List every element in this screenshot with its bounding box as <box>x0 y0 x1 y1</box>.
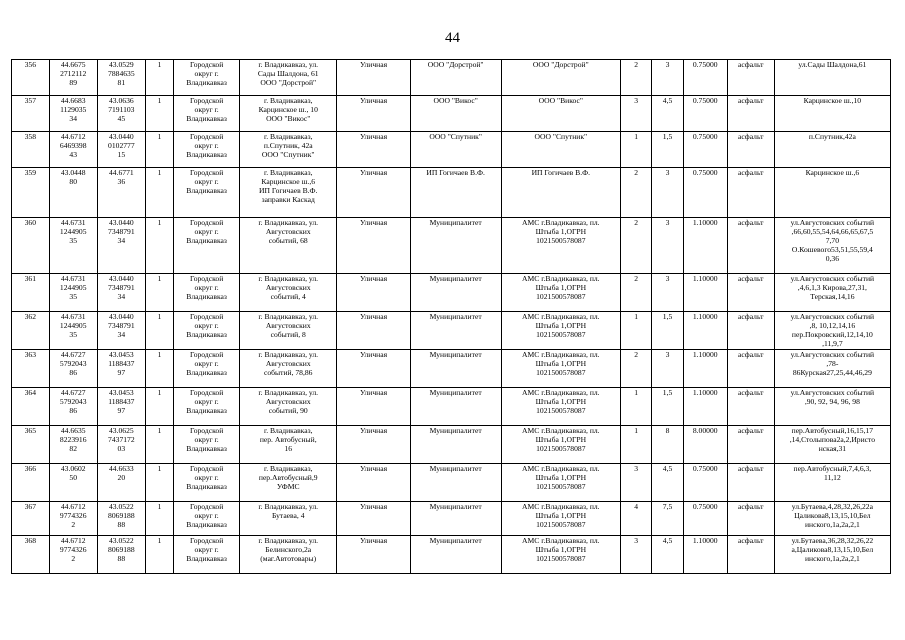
table-row <box>12 426 891 464</box>
served-addresses-cell: ул.Бутаева,36,28,32,26,22 а,Цаликова8,13,15,10,Бел инского,1а,2а,2,1 <box>774 536 890 574</box>
surface-cell: асфальт <box>727 312 774 350</box>
count-cell: 2 <box>620 274 651 312</box>
type-cell: Уличная <box>337 96 410 132</box>
holder-cell: АМС г.Владикавказ, пл. Штыба 1,ОГРН 1021500578087 <box>501 502 620 536</box>
table-row <box>12 350 891 388</box>
count-cell: 2 <box>620 168 651 218</box>
type-cell: Уличная <box>337 388 410 426</box>
district-cell: Городской округ г. Владикавказ <box>174 96 240 132</box>
surface-cell: асфальт <box>727 502 774 536</box>
table-row <box>12 274 891 312</box>
table-body <box>12 60 891 574</box>
latitude-cell: 44.6635 8223916 82 <box>49 426 97 464</box>
surface-cell: асфальт <box>727 274 774 312</box>
address-cell: г. Владикавказ, ул. Белинского,2а (маг.Автотовары) <box>240 536 337 574</box>
address-cell: г. Владикавказ, ул. Августовских событий, 68 <box>240 218 337 274</box>
table-row <box>12 312 891 350</box>
owner-cell: Муниципалитет <box>410 350 501 388</box>
district-cell: Городской округ г. Владикавказ <box>174 218 240 274</box>
count-cell: 3 <box>620 464 651 502</box>
count-cell: 1 <box>620 312 651 350</box>
type-cell: Уличная <box>337 464 410 502</box>
holder-cell: АМС г.Владикавказ, пл. Штыба 1,ОГРН 1021500578087 <box>501 464 620 502</box>
row-number-cell: 356 <box>12 60 50 96</box>
row-number-cell: 361 <box>12 274 50 312</box>
surface-cell: асфальт <box>727 426 774 464</box>
surface-cell: асфальт <box>727 218 774 274</box>
page-number: 44 <box>445 30 460 46</box>
served-addresses-cell: ул.Бутаева,4,28,32,26,22а Цаликова8,13,15,10,Бел инского,1а,2а,2,1 <box>774 502 890 536</box>
volume-cell: 1.10000 <box>683 536 727 574</box>
volume-cell: 1.10000 <box>683 312 727 350</box>
district-cell: Городской округ г. Владикавказ <box>174 464 240 502</box>
longitude-cell: 43.0522 8069188 88 <box>97 502 145 536</box>
latitude-cell: 44.6731 1244905 35 <box>49 218 97 274</box>
district-cell: Городской округ г. Владикавказ <box>174 502 240 536</box>
address-cell: г. Владикавказ, Карцинское ш., 10 ООО "Викос" <box>240 96 337 132</box>
address-cell: г. Владикавказ, Карцинское ш.,6 ИП Гогичаев В.Ф. заправки Каскад <box>240 168 337 218</box>
latitude-cell: 44.6683 1129035 34 <box>49 96 97 132</box>
longitude-cell: 43.0522 8069188 88 <box>97 536 145 574</box>
address-cell: г. Владикавказ, ул. Августовских событий, 78,86 <box>240 350 337 388</box>
district-cell: Городской округ г. Владикавказ <box>174 536 240 574</box>
owner-cell: Муниципалитет <box>410 388 501 426</box>
surface-cell: асфальт <box>727 96 774 132</box>
holder-cell: АМС г.Владикавказ, пл. Штыба 1,ОГРН 1021500578087 <box>501 218 620 274</box>
category-cell: 1 <box>145 96 173 132</box>
address-cell: г. Владикавказ, пер. Автобусный, 16 <box>240 426 337 464</box>
district-cell: Городской округ г. Владикавказ <box>174 60 240 96</box>
owner-cell: ООО "Спутник" <box>410 132 501 168</box>
type-cell: Уличная <box>337 312 410 350</box>
owner-cell: Муниципалитет <box>410 218 501 274</box>
surface-cell: асфальт <box>727 464 774 502</box>
volume-cell: 1.10000 <box>683 274 727 312</box>
volume-cell: 1.10000 <box>683 218 727 274</box>
area-cell: 1,5 <box>652 312 683 350</box>
category-cell: 1 <box>145 426 173 464</box>
owner-cell: ООО "Викос" <box>410 96 501 132</box>
latitude-cell: 44.6727 5792043 86 <box>49 388 97 426</box>
row-number-cell: 362 <box>12 312 50 350</box>
row-number-cell: 365 <box>12 426 50 464</box>
district-cell: Городской округ г. Владикавказ <box>174 388 240 426</box>
holder-cell: ООО "Спутник" <box>501 132 620 168</box>
area-cell: 3 <box>652 60 683 96</box>
count-cell: 2 <box>620 60 651 96</box>
category-cell: 1 <box>145 464 173 502</box>
row-number-cell: 359 <box>12 168 50 218</box>
holder-cell: АМС г.Владикавказ, пл. Штыба 1,ОГРН 1021500578087 <box>501 274 620 312</box>
holder-cell: ООО "Викос" <box>501 96 620 132</box>
served-addresses-cell: пер.Автобусный,16,15,17 ,14,Столыпова2а,2,Иристо нская,31 <box>774 426 890 464</box>
served-addresses-cell: ул.Сады Шалдона,61 <box>774 60 890 96</box>
owner-cell: Муниципалитет <box>410 274 501 312</box>
volume-cell: 0.75000 <box>683 464 727 502</box>
table-row <box>12 218 891 274</box>
longitude-cell: 43.0453 1188437 97 <box>97 388 145 426</box>
holder-cell: АМС г.Владикавказ, пл. Штыба 1,ОГРН 1021500578087 <box>501 350 620 388</box>
row-number-cell: 358 <box>12 132 50 168</box>
category-cell: 1 <box>145 502 173 536</box>
area-cell: 4,5 <box>652 96 683 132</box>
area-cell: 3 <box>652 350 683 388</box>
address-cell: г. Владикавказ, п.Спутник, 42а ООО "Спутник" <box>240 132 337 168</box>
surface-cell: асфальт <box>727 60 774 96</box>
surface-cell: асфальт <box>727 388 774 426</box>
served-addresses-cell: пер.Автобусный,7,4,6,3, 11,12 <box>774 464 890 502</box>
latitude-cell: 44.6712 9774326 2 <box>49 502 97 536</box>
count-cell: 1 <box>620 132 651 168</box>
served-addresses-cell: ул.Августовских событий ,78- 86Курская27,25,44,46,29 <box>774 350 890 388</box>
longitude-cell: 43.0636 7191103 45 <box>97 96 145 132</box>
district-cell: Городской округ г. Владикавказ <box>174 274 240 312</box>
served-addresses-cell: Карцинское ш.,10 <box>774 96 890 132</box>
area-cell: 4,5 <box>652 536 683 574</box>
table-row <box>12 60 891 96</box>
count-cell: 3 <box>620 536 651 574</box>
latitude-cell: 44.6731 1244905 35 <box>49 274 97 312</box>
count-cell: 2 <box>620 218 651 274</box>
holder-cell: АМС г.Владикавказ, пл. Штыба 1,ОГРН 1021500578087 <box>501 388 620 426</box>
count-cell: 1 <box>620 426 651 464</box>
type-cell: Уличная <box>337 168 410 218</box>
count-cell: 2 <box>620 350 651 388</box>
holder-cell: АМС г.Владикавказ, пл. Штыба 1,ОГРН 1021500578087 <box>501 312 620 350</box>
served-addresses-cell: ул.Августовских событий ,4,6,1,3 Кирова,27,31, Терская,14,16 <box>774 274 890 312</box>
owner-cell: ИП Гогичаев В.Ф. <box>410 168 501 218</box>
holder-cell: ООО "Дорстрой" <box>501 60 620 96</box>
area-cell: 3 <box>652 274 683 312</box>
type-cell: Уличная <box>337 132 410 168</box>
served-addresses-cell: ул.Августовских событий ,66,60,55,54,64,66,65,67,5 7,70 О.Кошевого53,51,55,59,4 0,36 <box>774 218 890 274</box>
category-cell: 1 <box>145 168 173 218</box>
volume-cell: 0.75000 <box>683 168 727 218</box>
area-cell: 4,5 <box>652 464 683 502</box>
count-cell: 4 <box>620 502 651 536</box>
owner-cell: Муниципалитет <box>410 464 501 502</box>
volume-cell: 0.75000 <box>683 132 727 168</box>
holder-cell: ИП Гогичаев В.Ф. <box>501 168 620 218</box>
address-cell: г. Владикавказ, ул. Августовских событий, 8 <box>240 312 337 350</box>
category-cell: 1 <box>145 218 173 274</box>
district-cell: Городской округ г. Владикавказ <box>174 132 240 168</box>
longitude-cell: 43.0440 7348791 34 <box>97 312 145 350</box>
district-cell: Городской округ г. Владикавказ <box>174 426 240 464</box>
table-row <box>12 168 891 218</box>
table-row <box>12 502 891 536</box>
table-row <box>12 388 891 426</box>
type-cell: Уличная <box>337 536 410 574</box>
surface-cell: асфальт <box>727 350 774 388</box>
row-number-cell: 357 <box>12 96 50 132</box>
surface-cell: асфальт <box>727 132 774 168</box>
row-number-cell: 368 <box>12 536 50 574</box>
holder-cell: АМС г.Владикавказ, пл. Штыба 1,ОГРН 1021500578087 <box>501 426 620 464</box>
served-addresses-cell: ул.Августовских событий ,8, 10,12,14,16 пер.Покровский,12,14,10 ,11,9,7 <box>774 312 890 350</box>
address-cell: г. Владикавказ, ул. Августовских событий, 4 <box>240 274 337 312</box>
type-cell: Уличная <box>337 218 410 274</box>
longitude-cell: 44.6771 36 <box>97 168 145 218</box>
owner-cell: Муниципалитет <box>410 426 501 464</box>
surface-cell: асфальт <box>727 168 774 218</box>
longitude-cell: 44.6633 20 <box>97 464 145 502</box>
volume-cell: 0.75000 <box>683 60 727 96</box>
row-number-cell: 366 <box>12 464 50 502</box>
district-cell: Городской округ г. Владикавказ <box>174 168 240 218</box>
area-cell: 8 <box>652 426 683 464</box>
latitude-cell: 44.6727 5792043 86 <box>49 350 97 388</box>
longitude-cell: 43.0440 7348791 34 <box>97 274 145 312</box>
category-cell: 1 <box>145 388 173 426</box>
latitude-cell: 44.6731 1244905 35 <box>49 312 97 350</box>
row-number-cell: 363 <box>12 350 50 388</box>
area-cell: 1,5 <box>652 388 683 426</box>
area-cell: 3 <box>652 168 683 218</box>
served-addresses-cell: ул.Августовских событий ,90, 92, 94, 96, 98 <box>774 388 890 426</box>
volume-cell: 1.10000 <box>683 388 727 426</box>
volume-cell: 1.10000 <box>683 350 727 388</box>
holder-cell: АМС г.Владикавказ, пл. Штыба 1,ОГРН 1021500578087 <box>501 536 620 574</box>
address-cell: г. Владикавказ, ул. Августовских событий, 90 <box>240 388 337 426</box>
table-row <box>12 464 891 502</box>
type-cell: Уличная <box>337 274 410 312</box>
row-number-cell: 360 <box>12 218 50 274</box>
category-cell: 1 <box>145 350 173 388</box>
district-cell: Городской округ г. Владикавказ <box>174 350 240 388</box>
latitude-cell: 43.0448 80 <box>49 168 97 218</box>
served-addresses-cell: Карцинское ш.,6 <box>774 168 890 218</box>
longitude-cell: 43.0625 7437172 03 <box>97 426 145 464</box>
owner-cell: Муниципалитет <box>410 312 501 350</box>
category-cell: 1 <box>145 312 173 350</box>
longitude-cell: 43.0529 7884635 81 <box>97 60 145 96</box>
volume-cell: 8.00000 <box>683 426 727 464</box>
category-cell: 1 <box>145 536 173 574</box>
table-row <box>12 536 891 574</box>
area-cell: 1,5 <box>652 132 683 168</box>
latitude-cell: 43.0602 50 <box>49 464 97 502</box>
longitude-cell: 43.0453 1188437 97 <box>97 350 145 388</box>
owner-cell: ООО "Дорстрой" <box>410 60 501 96</box>
type-cell: Уличная <box>337 60 410 96</box>
volume-cell: 0.75000 <box>683 502 727 536</box>
latitude-cell: 44.6675 2712112 89 <box>49 60 97 96</box>
district-cell: Городской округ г. Владикавказ <box>174 312 240 350</box>
address-cell: г. Владикавказ, пер.Автобусный,9 УФМС <box>240 464 337 502</box>
registry-table <box>11 59 891 574</box>
area-cell: 7,5 <box>652 502 683 536</box>
latitude-cell: 44.6712 9774326 2 <box>49 536 97 574</box>
row-number-cell: 364 <box>12 388 50 426</box>
table-row <box>12 132 891 168</box>
type-cell: Уличная <box>337 502 410 536</box>
type-cell: Уличная <box>337 350 410 388</box>
latitude-cell: 44.6712 6469398 43 <box>49 132 97 168</box>
surface-cell: асфальт <box>727 536 774 574</box>
longitude-cell: 43.0440 0102777 15 <box>97 132 145 168</box>
table-row <box>12 96 891 132</box>
owner-cell: Муниципалитет <box>410 536 501 574</box>
type-cell: Уличная <box>337 426 410 464</box>
address-cell: г. Владикавказ, ул. Бутаева, 4 <box>240 502 337 536</box>
category-cell: 1 <box>145 132 173 168</box>
area-cell: 3 <box>652 218 683 274</box>
address-cell: г. Владикавказ, ул. Сады Шалдона, 61 ООО "Дорстрой" <box>240 60 337 96</box>
category-cell: 1 <box>145 274 173 312</box>
served-addresses-cell: п.Спутник,42а <box>774 132 890 168</box>
longitude-cell: 43.0440 7348791 34 <box>97 218 145 274</box>
volume-cell: 0.75000 <box>683 96 727 132</box>
owner-cell: Муниципалитет <box>410 502 501 536</box>
count-cell: 3 <box>620 96 651 132</box>
row-number-cell: 367 <box>12 502 50 536</box>
category-cell: 1 <box>145 60 173 96</box>
count-cell: 1 <box>620 388 651 426</box>
